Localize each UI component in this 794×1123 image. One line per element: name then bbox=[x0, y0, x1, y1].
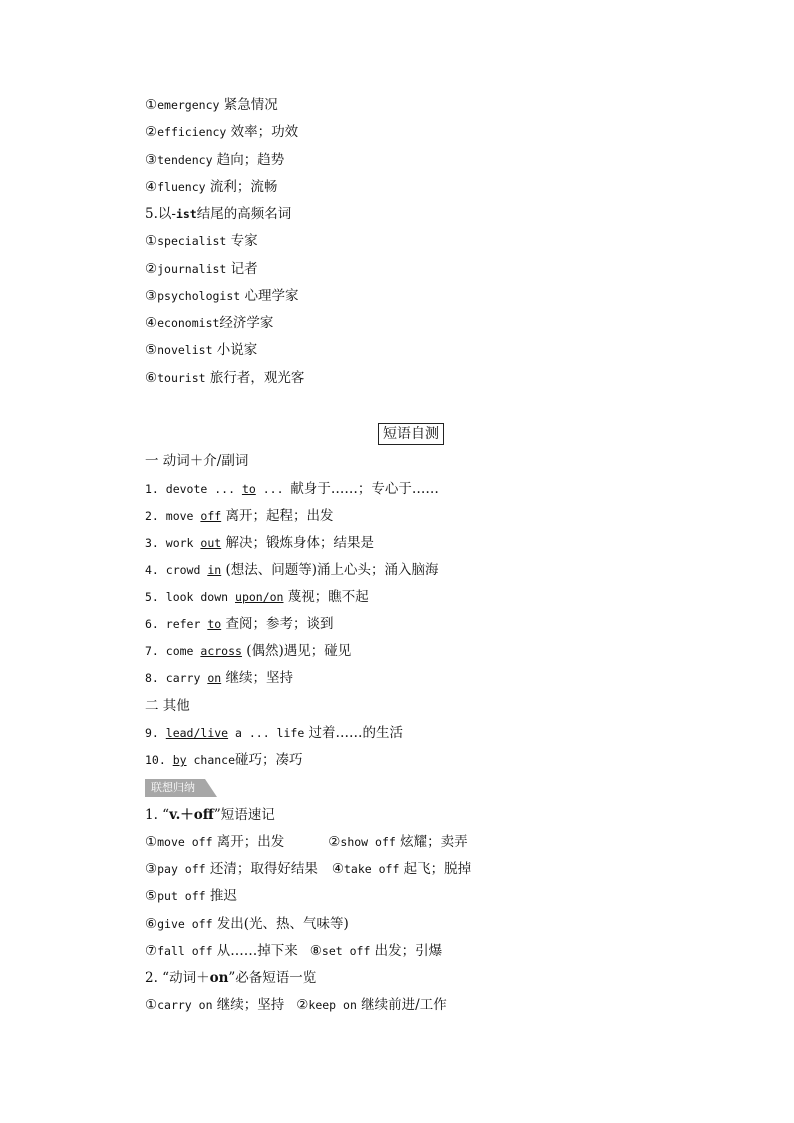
assoc-row: ⑤put off 推迟 bbox=[145, 888, 237, 904]
noun-item: ③tendency 趋向；趋势 bbox=[145, 152, 285, 168]
assoc-row: ⑥give off 发出(光、热、气味等) bbox=[145, 916, 349, 932]
phrase-item: 6. refer to 查阅；参考；谈到 bbox=[145, 616, 334, 632]
noun-item: ④economist经济学家 bbox=[145, 315, 274, 331]
phrase-item: 10. by chance碰巧；凑巧 bbox=[145, 752, 303, 768]
ist-heading: 5.以-ist结尾的高频名词 bbox=[145, 206, 292, 222]
noun-item: ①specialist 专家 bbox=[145, 233, 258, 249]
assoc-row: ③pay off 还清；取得好结果 ④take off 起飞；脱掉 bbox=[145, 861, 472, 877]
noun-item: ④fluency 流利；流畅 bbox=[145, 179, 278, 195]
noun-item: ②journalist 记者 bbox=[145, 261, 258, 277]
phrase-item: 3. work out 解决；锻炼身体；结果是 bbox=[145, 535, 374, 551]
part1-heading: 一 动词＋介/副词 bbox=[145, 453, 249, 469]
phrase-item: 5. look down upon/on 蔑视；瞧不起 bbox=[145, 589, 369, 605]
phrase-item: 9. lead/live a ... life 过着……的生活 bbox=[145, 725, 404, 741]
association-badge bbox=[145, 779, 217, 797]
noun-item: ⑥tourist 旅行者，观光客 bbox=[145, 370, 305, 386]
phrase-item: 4. crowd in (想法、问题等)涌上心头；涌入脑海 bbox=[145, 562, 439, 578]
noun-item: ③psychologist 心理学家 bbox=[145, 288, 299, 304]
section-title: 短语自测 bbox=[378, 423, 444, 445]
noun-item: ②efficiency 效率；功效 bbox=[145, 124, 299, 140]
phrase-item: 7. come across (偶然)遇见；碰见 bbox=[145, 643, 352, 659]
noun-item: ⑤novelist 小说家 bbox=[145, 342, 258, 358]
phrase-item: 1. devote ... to ... 献身于……；专心于…… bbox=[145, 481, 439, 497]
phrase-item: 2. move off 离开；起程；出发 bbox=[145, 508, 334, 524]
assoc-row: ⑦fall off 从……掉下来 ⑧set off 出发；引爆 bbox=[145, 943, 443, 959]
assoc1-heading: 1. “v.＋off”短语速记 bbox=[145, 807, 275, 823]
noun-item: ①emergency 紧急情况 bbox=[145, 97, 278, 113]
assoc-row: ①carry on 继续；坚持 ②keep on 继续前进/工作 bbox=[145, 997, 447, 1013]
phrase-item: 8. carry on 继续；坚持 bbox=[145, 670, 293, 686]
badge-label: 联想归纳 bbox=[151, 781, 195, 794]
assoc-row: ①move off 离开；出发 ②show off 炫耀；卖弄 bbox=[145, 834, 468, 850]
part2-heading: 二 其他 bbox=[145, 698, 190, 714]
assoc2-heading: 2. “动词＋on”必备短语一览 bbox=[145, 970, 317, 986]
